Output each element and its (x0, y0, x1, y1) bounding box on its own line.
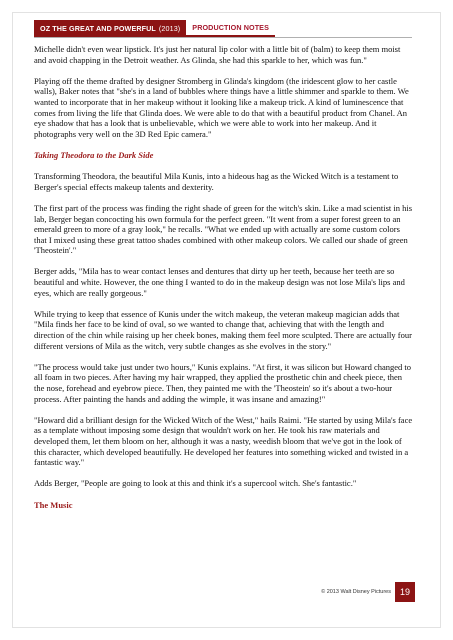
paragraph-9: Adds Berger, "People are going to look at this and think it's a supercool witch. She's fantastic." (34, 478, 357, 489)
page-header (34, 20, 275, 37)
document-body (34, 44, 414, 521)
paragraph-6: While trying to keep that essence of Kunis under the witch makeup, the veteran makeup magician adds that "Mila finds her face to be kind of oval, so we wanted to change that, achieving that with the length and direction of the chin while raising up her cheek bones, making them feel more sculpted. There are actually four different versions of Mila as the witch, very subtle changes as she evolves in the story." (34, 308, 412, 351)
paragraph-7: "The process would take just under two hours," Kunis explains. "At first, it was silicon but Howard changed to all foam in two pieces. After having my hair wrapped, they applied the prosthetic chin and cheek piece, then the nose, forehead and eyebrow piece. Then, they painted me with the 'Theostein' so it's about a two-hour process. After painting the hands and adding the wimple, it was insane and amazing!" (34, 361, 412, 404)
section-heading-theodora: Taking Theodora to the Dark Side (34, 149, 154, 160)
header-section: PRODUCTION NOTES (186, 20, 275, 37)
paragraph-3: Transforming Theodora, the beautiful Mila Kunis, into a hideous hag as the Wicked Witch is a testament to Berger's special effects makeup talents and dexterity. (34, 171, 399, 192)
header-title-block (34, 20, 186, 37)
header-divider (34, 37, 412, 38)
page-number: 19 (395, 582, 415, 602)
paragraph-5: Berger adds, "Mila has to wear contact lenses and dentures that dirty up her teeth, because her teeth are so beautiful and white. However, the one thing I wanted to do in the makeup design was not lose Mila's lips and eyes, which are really gorgeous." (34, 266, 405, 298)
header-title: OZ THE GREAT AND POWERFUL (40, 24, 156, 33)
copyright-notice: © 2013 Walt Disney Pictures (321, 589, 391, 595)
paragraph-4: The first part of the process was finding the right shade of green for the witch's skin. Like a mad scientist in his lab, Berger began concocting his own formula for the perfect green. "It went from a super forest green to an emerald green to more of a gray look," he recalls. "What we ended up with actually are some custom colors that I mixed using these great tattoo shades combined with other makeup colors. We called our shade of green 'Theostein'." (34, 202, 413, 256)
page-footer (321, 582, 415, 602)
paragraph-8: "Howard did a brilliant design for the Wicked Witch of the West," hails Raimi. "He started by using Mila's face as a template without imposing some design that wouldn't work on her. He took his raw materials and developed them, let them bloom on her, although it was a nasty, weedish bloom that we've got in the look of this character, which developed beautifully. He developed her features into something wicked and twisted in a fantastic way." (34, 414, 413, 468)
section-heading-music: The Music (34, 499, 73, 510)
paragraph-1: Michelle didn't even wear lipstick. It's just her natural lip color with a little bit of (balm) to keep them moist and avoid chapping in the Detroit weather. As Glinda, she had this sparkle to her, which was fun." (34, 44, 401, 65)
paragraph-2: Playing off the theme drafted by designer Stromberg in Glinda's kingdom (the iridescent glow to her castle walls), Baker notes that "she's in a land of bubbles where things have a little shimmer and sparkle to them. We wanted to incorporate that in her makeup without it looking like a makeup trick. A kind of luminescence that comes from living the life that Glinda does. We were able to do that with a beautiful product from Chanel. An eye shadow that has a look that is unbelievable, which we were able to work into her makeup. And it photographs very well on the 3D Red Epic camera." (34, 75, 409, 139)
header-year: (2013) (158, 24, 181, 33)
